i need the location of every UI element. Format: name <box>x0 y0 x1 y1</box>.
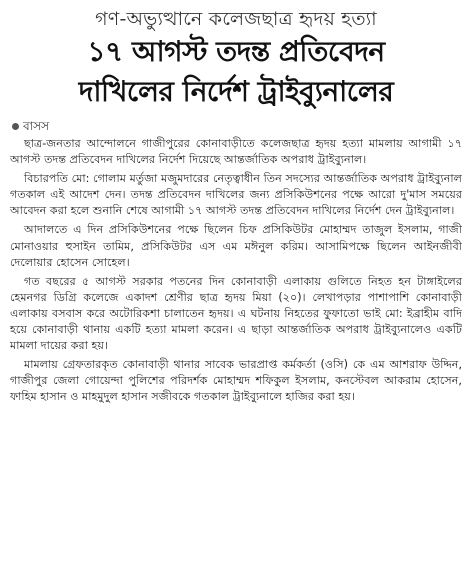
byline-source: বাসস <box>23 119 50 133</box>
headline-line-2: দাখিলের নির্দেশ ট্রাইব্যুনালের <box>78 75 394 108</box>
kicker-line: গণ-অভ্যুত্থানে কলেজছাত্র হৃদয় হত্যা <box>95 8 377 30</box>
paragraph-4: গত বছরের ৫ আগস্ট সরকার পতনের দিন কোনাবাড়ী এলাকায় গুলিতে নিহত হন টাঙ্গাইলের হেমনগর ডিগ্রি কলেজে একাদশ শ্রেণীর ছাত্র হৃদয় মিয়া (২০)। লেখাপড়ার পাশাপাশি কোনাবাড়ী এলাকায় বসবাস করে অটোরিকশা চালাতেন হৃদয়। এ ঘটনায় নিহতের ফুফাতো ভাই মো: ইব্রাহীম বাদি হয়ে কোনাবাড়ী থানায় একটি হত্যা মামলা করেন। এ ছাড়া আন্তর্জাতিক অপরাধ ট্রাইব্যুনালেও একটি মামলা দায়ের করা হয়। <box>10 274 462 353</box>
bottom-fade <box>0 571 472 585</box>
bullet-icon <box>12 123 19 130</box>
article-body <box>10 136 462 406</box>
byline <box>10 118 462 134</box>
paragraph-5: মামলায় গ্রেফতারকৃত কোনাবাড়ী থানার সাবেক ভারপ্রাপ্ত কর্মকর্তা (ওসি) কে এম আশরাফ উদ্দিন, গাজীপুর জেলা গোয়েন্দা পুলিশের পরিদর্শক মোহাম্মদ শফিকুল ইসলাম, কনস্টেবল আকরাম হোসেন, ফাহিম হাসান ও মাহমুদুল হাসান সজীবকে গতকাল ট্রাইব্যুনালে হাজির করা হয়। <box>10 358 462 404</box>
paragraph-3: আদালতে এ দিন প্রসিকিউশনের পক্ষে ছিলেন চিফ প্রসিকিউটর মোহাম্মদ তাজুল ইসলাম, গাজী মোনাওয়ার হুসাইন তামিম, প্রসিকিউটর এস এম মঈনুল করিম। আসামিপক্ষে ছিলেন আইনজীবী দেলোয়ার হোসেন সোহেল। <box>10 223 462 269</box>
headline-line-1: ১৭ আগস্ট তদন্ত প্রতিবেদন <box>87 35 385 68</box>
paragraph-1: ছাত্র-জনতার আন্দোলনে গাজীপুরের কোনাবাড়ীতে কলেজছাত্র হৃদয় হত্যা মামলায় আগামী ১৭ আগস্ট তদন্ত প্রতিবেদন দাখিলের নির্দেশ দিয়েছে আন্তর্জাতিক অপরাধ ট্রাইব্যুনাল। <box>10 137 462 167</box>
headline <box>10 32 462 112</box>
paragraph-2: বিচারপতি মো: গোলাম মর্তুজা মজুমদারের নেতৃত্বাধীন তিন সদস্যের আন্তর্জাতিক অপরাধ ট্রাইব্যুনাল গতকাল এই আদেশ দেন। তদন্ত প্রতিবেদন দাখিলের জন্য প্রসিকিউশনের পক্ষে আরো দু'মাস সময়ের আবেদন করা হলে শুনানি শেষে আগামী ১৭ আগস্ট তদন্ত প্রতিবেদন দাখিলের নির্দেশ দেন ট্রাইব্যুনাল। <box>10 172 462 218</box>
